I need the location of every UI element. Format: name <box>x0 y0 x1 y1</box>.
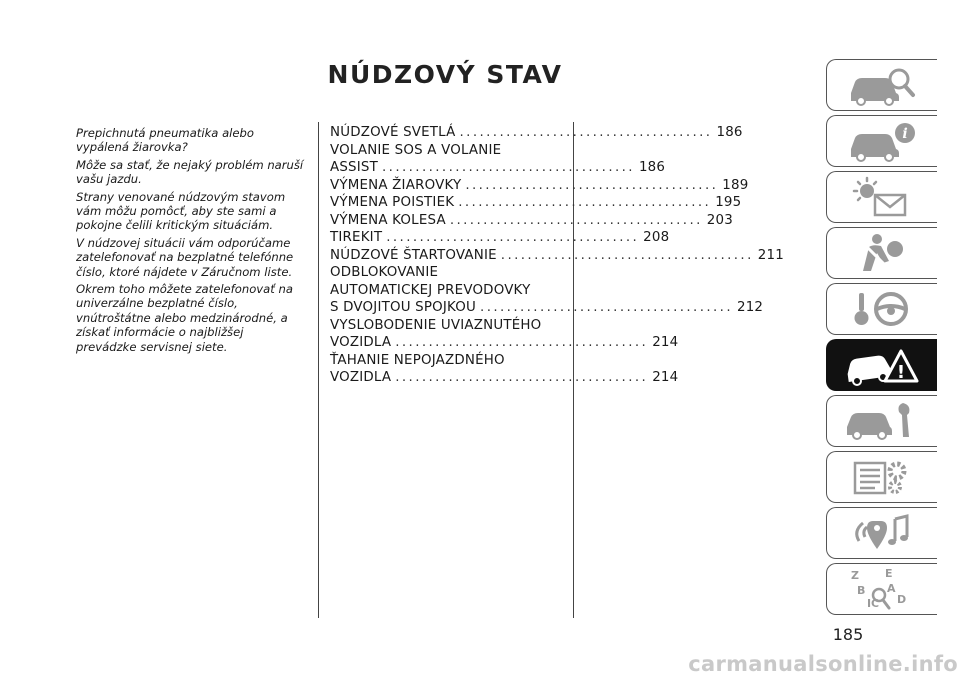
toc-entry-emergency-lights[interactable] <box>330 124 743 142</box>
toc-label: ŤAHANIE NEPOJAZDNÉHO <box>330 352 505 368</box>
toc-entry-transmission-release[interactable] <box>330 264 764 317</box>
svg-text:A: A <box>887 582 896 595</box>
toc-leader: ...................................... <box>386 230 640 245</box>
section-tab-maintenance[interactable] <box>826 395 937 447</box>
section-tab-emergency[interactable] <box>826 339 937 391</box>
toc-leader: ...................................... <box>449 212 703 228</box>
toc-page-number: 195 <box>715 195 742 210</box>
toc-label: ODBLOKOVANIE <box>330 265 439 280</box>
toc-page-number: 203 <box>706 212 733 228</box>
toc-label: VÝMENA ŽIAROVKY <box>330 177 462 193</box>
toc-entry-sos-call[interactable] <box>330 142 666 177</box>
toc-label: VÝMENA KOLESA <box>330 212 446 228</box>
intro-paragraph: Prepichnutá pneumatika alebo vypálená žiarovka? <box>76 126 254 155</box>
toc-label: VYSLOBODENIE UVIAZNUTÉHO <box>330 317 542 333</box>
toc-page-number: 186 <box>716 125 743 140</box>
svg-text:!: ! <box>896 362 906 383</box>
section-tab-warning-lights[interactable] <box>826 171 937 223</box>
toc-label: TIREKIT <box>330 230 383 245</box>
section-tab-technical-data[interactable] <box>826 451 937 503</box>
toc-leader: ...................................... <box>500 247 754 263</box>
toc-label: ASSIST <box>330 160 378 175</box>
car-search-icon <box>837 63 927 107</box>
warning-light-message-icon <box>837 175 927 219</box>
toc-entry-wheel-change[interactable] <box>330 212 733 230</box>
column-divider <box>318 122 319 618</box>
toc-page-number: 208 <box>643 230 670 245</box>
airbag-seatbelt-icon <box>837 231 927 275</box>
toc-entry-towing[interactable] <box>330 352 679 387</box>
intro-text <box>76 126 304 357</box>
toc-leader: ...................................... <box>459 125 713 140</box>
section-tab-car-info[interactable] <box>826 115 937 167</box>
intro-paragraph: Okrem toho môžete zatelefonovať na univerzálne bezplatné číslo, vnútroštátne alebo medzinárodné, a získať informácie o najbližšej prevádzke servisnej siete. <box>76 282 293 354</box>
toc-leader: ...................................... <box>382 160 635 175</box>
section-tab-index[interactable] <box>826 563 937 615</box>
toc-label: VOZIDLA <box>330 335 392 350</box>
intro-paragraph: Strany venované núdzovým stavom vám môžu pomôcť, aby ste sami a pokojne čelili kritickým situáciám. <box>76 189 286 233</box>
toc-entry-tirekit[interactable] <box>330 229 670 247</box>
svg-text:i: i <box>902 126 908 142</box>
intro-paragraph: Môže sa stať, že nejaký problém naruší vašu jazdu. <box>76 157 304 187</box>
svg-text:D: D <box>897 593 907 606</box>
car-maintenance-wrench-icon <box>837 399 927 443</box>
toc-leader: ...................................... <box>480 300 733 315</box>
alphabetical-index-icon <box>837 567 927 611</box>
watermark: carmanualsonline.info <box>688 652 958 676</box>
svg-text:Z: Z <box>851 569 859 582</box>
toc-page-number: 211 <box>757 247 784 263</box>
toc-leader: ...................................... <box>395 370 649 385</box>
toc-entry-fuse-replacement[interactable] <box>330 194 742 212</box>
toc-entry-freeing-vehicle[interactable] <box>330 317 679 352</box>
toc-page-number: 212 <box>736 300 764 315</box>
toc-page-number: 214 <box>652 335 679 350</box>
toc-label: NÚDZOVÉ SVETLÁ <box>330 125 456 140</box>
svg-text:B: B <box>857 584 866 597</box>
car-info-icon <box>837 119 927 163</box>
toc-entry-emergency-start[interactable] <box>330 247 784 265</box>
specifications-gear-icon <box>837 455 927 499</box>
toc-page-number: 186 <box>638 160 666 175</box>
page-title: NÚDZOVÝ STAV <box>327 60 563 89</box>
section-tab-multimedia[interactable] <box>826 507 937 559</box>
section-tab-safety[interactable] <box>826 227 937 279</box>
toc-entry-bulb-replacement[interactable] <box>330 177 749 195</box>
page-number: 185 <box>832 625 864 644</box>
toc-page-number: 214 <box>652 370 679 385</box>
toc-leader: ...................................... <box>465 177 719 193</box>
toc-label: VOZIDLA <box>330 370 392 385</box>
section-tab-start-driving[interactable] <box>826 283 937 335</box>
toc-label: VÝMENA POISTIEK <box>330 195 455 210</box>
toc-label: S DVOJITOU SPOJKOU <box>330 300 477 315</box>
emergency-car-warning-icon <box>837 343 927 387</box>
toc-page-number: 189 <box>722 177 749 193</box>
section-tab-car-search[interactable] <box>826 59 937 111</box>
toc-label: AUTOMATICKEJ PREVODOVKY <box>330 282 531 298</box>
multimedia-icon <box>837 511 927 555</box>
table-of-contents <box>330 124 784 387</box>
toc-leader: ...................................... <box>458 195 712 210</box>
svg-text:C: C <box>871 597 880 610</box>
svg-text:I: I <box>867 597 872 610</box>
steering-wheel-key-icon <box>837 287 927 331</box>
toc-label: NÚDZOVÉ ŠTARTOVANIE <box>330 247 497 263</box>
toc-leader: ...................................... <box>395 335 649 350</box>
toc-label: VOLANIE SOS A VOLANIE <box>330 142 502 158</box>
svg-text:E: E <box>885 567 893 580</box>
intro-paragraph: V núdzovej situácii vám odporúčame zatelefonovať na bezplatné telefónne číslo, ktoré nájdete v Záručnom liste. <box>76 235 294 279</box>
